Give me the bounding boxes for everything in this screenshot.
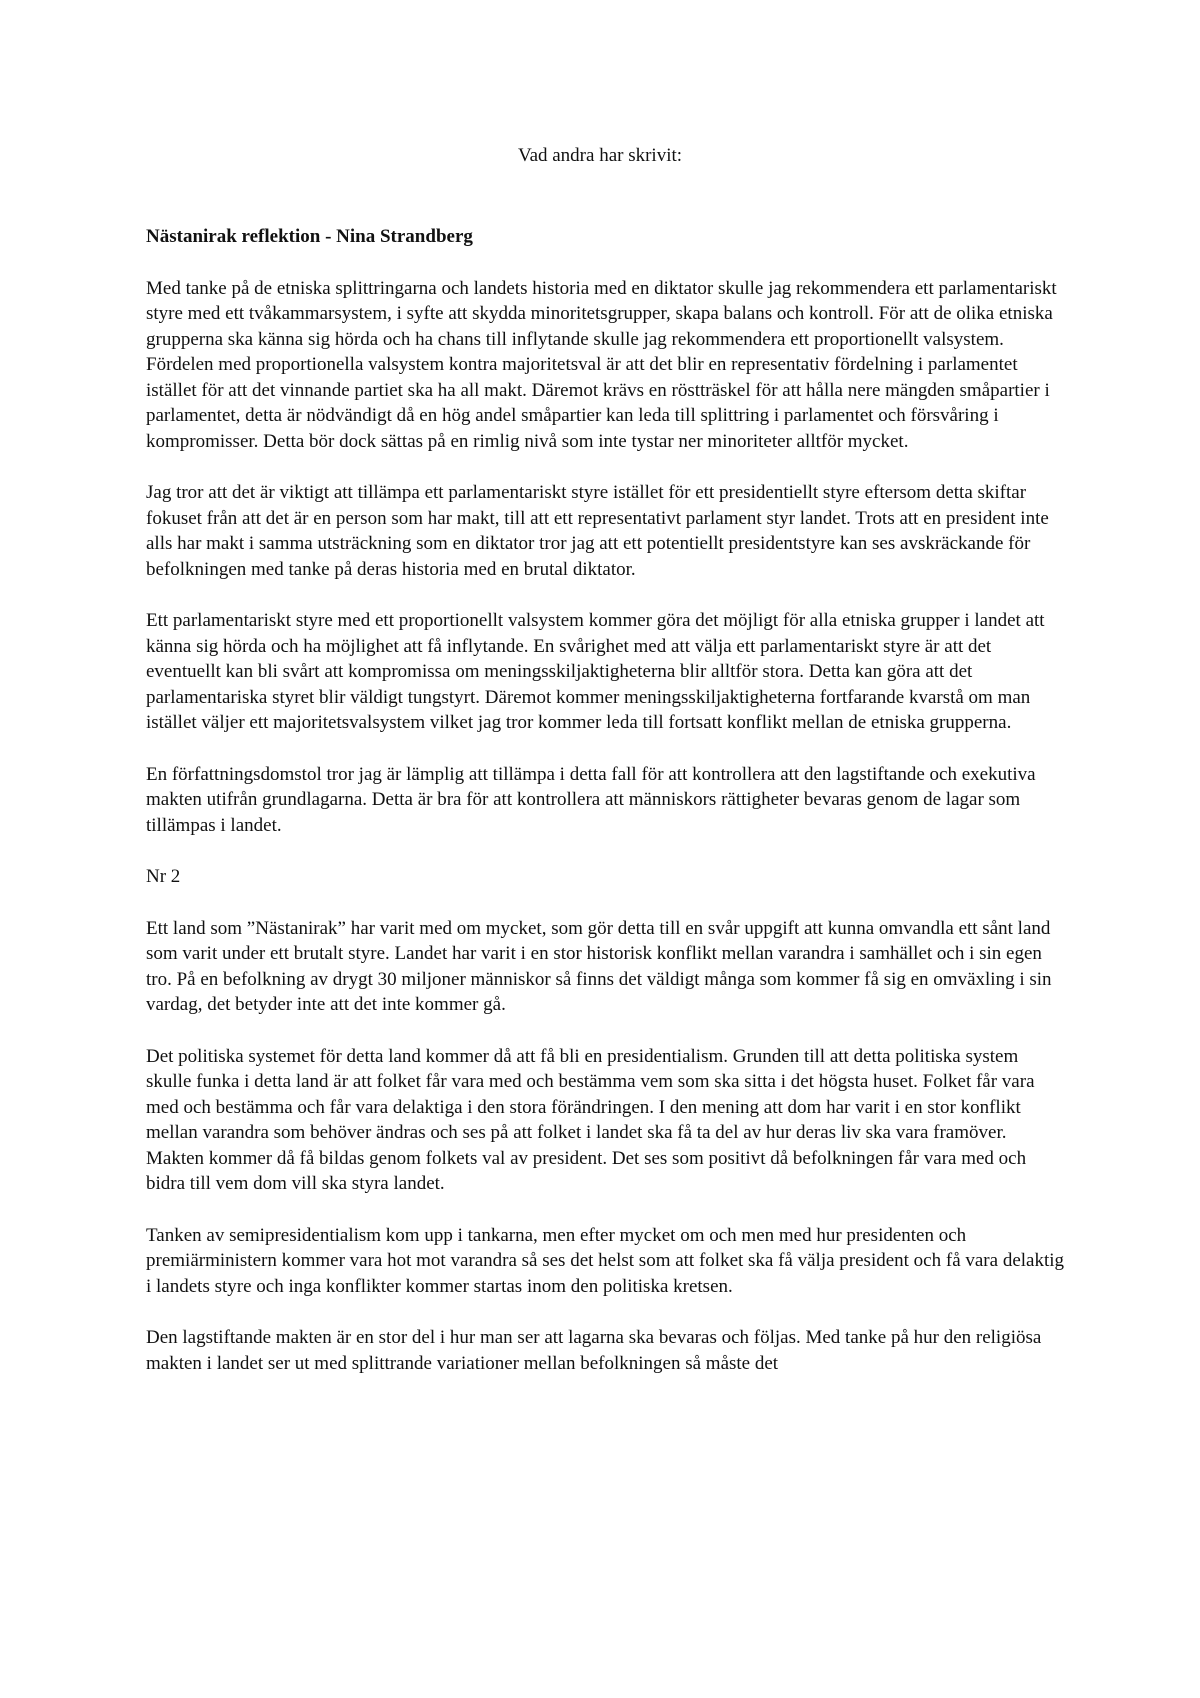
paragraph-3: Ett parlamentariskt styre med ett proportionellt valsystem kommer göra det möjligt för alla etniska grupper i landet att känna sig hörda och ha möjlighet att få inflytande. En svårighet med att välja ett parlamentariskt styre är att det eventuellt kan bli svårt att kompromissa om meningsskiljaktigheterna blir alltför stora. Detta kan göra att det parlamentariska styret blir väldigt tungstyrt. Däremot kommer meningsskiljaktigheterna fortfarande kvarstå om man istället väljer ett majoritetsvalsystem vilket jag tror kommer leda till fortsatt konflikt mellan de etniska grupperna. bbox=[146, 610, 1045, 733]
document-body bbox=[146, 224, 1066, 1376]
paragraph-5: Ett land som ”Nästanirak” har varit med om mycket, som gör detta till en svår uppgift att kunna omvandla ett sånt land som varit under ett brutalt styre. Landet har varit i en stor historisk konflikt mellan varandra i samhället och i sin egen tro. På en befolkning av drygt 30 miljoner människor så finns det väldigt många som kommer få sig en omväxling i sin vardag, det betyder inte att det inte kommer gå. bbox=[146, 917, 1052, 1015]
paragraph-7: Tanken av semipresidentialism kom upp i tankarna, men efter mycket om och men med hur presidenten och premiärministern kommer vara hot mot varandra så ses det helst som att folket ska få välja president och få vara delaktig i landets styre och inga konflikter kommer startas inom den politiska kretsen. bbox=[146, 1224, 1065, 1297]
page-title: Vad andra har skrivit: bbox=[517, 145, 683, 166]
paragraph-2: Jag tror att det är viktigt att tillämpa ett parlamentariskt styre istället för ett presidentiellt styre eftersom detta skiftar fokuset från att det är en person som har makt, till att ett representativt parlament styr landet. Trots att en president inte alls har makt i samma utsträckning som en diktator tror jag att ett potentiellt presidentstyre kan ses avskräckande för befolkningen med tanke på deras historia med en brutal diktator. bbox=[146, 482, 1049, 580]
paragraph-4: En författningsdomstol tror jag är lämplig att tillämpa i detta fall för att kontrollera att den lagstiftande och exekutiva makten utifrån grundlagarna. Detta är bra för att kontrollera att människors rättigheter bevaras genom de lagar som tillämpas i landet. bbox=[146, 763, 1036, 836]
paragraph-6: Det politiska systemet för detta land kommer då att få bli en presidentialism. Grunden till att detta politiska system skulle funka i detta land är att folket får vara med och bestämma vem som ska sitta i det högsta huset. Folket får vara med och bestämma och får vara delaktiga i den stora förändringen. I den mening att dom har varit i en stor konflikt mellan varandra som behöver ändras och ses på att folket i landet ska få ta del av hur deras liv ska vara framöver. Makten kommer då få bildas genom folkets val av president. Det ses som positivt då befolkningen får vara med och bidra till vem dom vill ska styra landet. bbox=[146, 1045, 1035, 1194]
section-number-label: Nr 2 bbox=[146, 866, 181, 887]
paragraph-8: Den lagstiftande makten är en stor del i hur man ser att lagarna ska bevaras och följas. Med tanke på hur den religiösa makten i landet ser ut med splittrande variationer mellan befolkningen så måste det bbox=[146, 1327, 1042, 1374]
paragraph-1: Med tanke på de etniska splittringarna och landets historia med en diktator skulle jag rekommendera ett parlamentariskt styre med ett tvåkammarsystem, i syfte att skydda minoritetsgrupper, skapa balans och kontroll. För att de olika etniska grupperna ska känna sig hörda och ha chans till inflytande skulle jag rekommendera ett proportionellt valsystem. Fördelen med proportionella valsystem kontra majoritetsval är att det blir en representativ fördelning i parlamentet istället för att det vinnande partiet ska ha all makt. Däremot krävs en röstträskel för att hålla nere mängden småpartier i parlamentet, detta är nödvändigt då en hög andel småpartier kan leda till splittring i parlamentet och försvåring i kompromisser. Detta bör dock sättas på en rimlig nivå som inte tystar ner minoriteter alltför mycket. bbox=[146, 277, 1057, 452]
section-heading: Nästanirak reflektion - Nina Strandberg bbox=[146, 226, 473, 247]
